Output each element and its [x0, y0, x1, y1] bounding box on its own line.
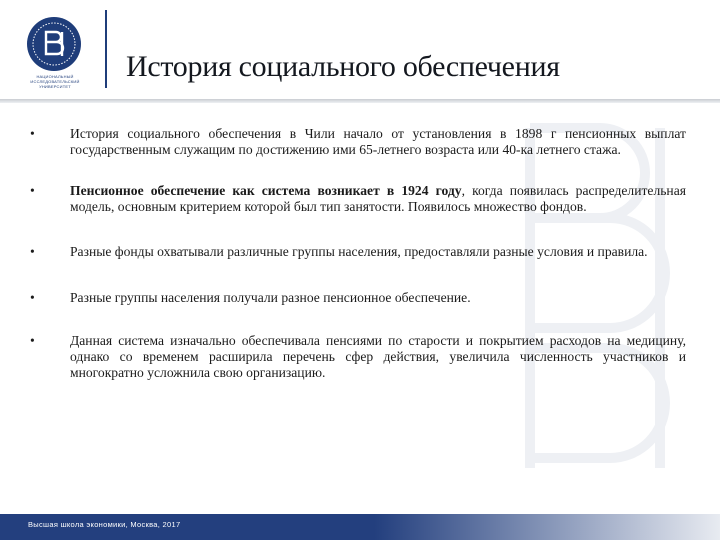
item-text: Данная система изначально обеспечивала пенсиями по старости и покрытием расходов на медицину, однако со временем расширила перечень сфер действия, увеличила численность участников и многократно усложнила свою организацию.	[70, 333, 686, 380]
bullet-icon: •	[30, 126, 35, 141]
slide-header	[0, 0, 720, 104]
bullet-list	[30, 126, 686, 381]
logo-caption: НАЦИОНАЛЬНЫЙ ИССЛЕДОВАТЕЛЬСКИЙ УНИВЕРСИТЕТ	[30, 74, 80, 89]
slide-footer	[0, 514, 720, 540]
list-item	[30, 290, 686, 306]
item-text: История социального обеспечения в Чили начало от установления в 1898 г пенсионных выплат государственным служащим по достижению ими 65-летнего возраста или 40-ка летнего стажа.	[70, 126, 686, 157]
bullet-icon: •	[30, 183, 35, 198]
item-bold-text: Пенсионное обеспечение как система возникает в 1924 году	[70, 183, 462, 198]
list-item	[30, 333, 686, 381]
item-text: Разные фонды охватывали различные группы населения, предоставляли разные условия и правила.	[70, 244, 648, 259]
list-item	[30, 244, 686, 260]
item-text: , когда появилась распределительная модель, основным критерием которой был тип занятости. Появилось множество фондов.	[70, 183, 686, 214]
item-text: Разные группы населения получали разное пенсионное обеспечение.	[70, 290, 471, 305]
slide-title: История социального обеспечения	[126, 50, 560, 83]
bullet-icon: •	[30, 290, 35, 305]
footer-text: Высшая школа экономики, Москва, 2017	[28, 520, 181, 529]
bullet-icon: •	[30, 244, 35, 259]
header-divider	[105, 10, 107, 88]
list-item	[30, 126, 686, 158]
list-item	[30, 183, 686, 215]
bullet-icon: •	[30, 333, 35, 348]
header-rule	[0, 99, 720, 103]
